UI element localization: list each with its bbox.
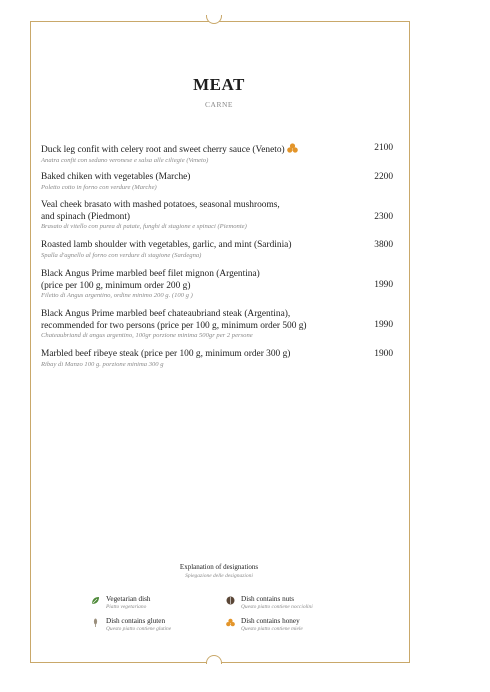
item-name-text: Duck leg confit with celery root and sweet cherry sauce (Veneto) bbox=[41, 145, 285, 155]
frame-notch-bottom bbox=[206, 655, 222, 664]
item-price: 1990 bbox=[374, 320, 393, 330]
item-name-italian: Ribay di Manzo 100 g. porzione minima 300 g bbox=[41, 360, 164, 368]
nut-icon bbox=[226, 596, 235, 605]
menu-item bbox=[41, 349, 393, 371]
legend-label-italian: Piatto vegetariano bbox=[106, 604, 147, 610]
legend-title: Explanation of designations bbox=[179, 563, 259, 571]
item-name-italian: Poletto cotto in forno con verdure (Marche) bbox=[41, 183, 157, 191]
item-name-italian: Chateaubriand di angus argentino, 100gr porzione minima 500gr per 2 persone bbox=[41, 332, 253, 339]
legend-label-italian: Questo piatto contiene nocciolini bbox=[241, 604, 313, 610]
item-name: Black Angus Prime marbled beef chateaubriand steak (Argentina), recommended for two persons (price per 100 g, minimum order 500 g) bbox=[41, 309, 307, 331]
item-price: 2200 bbox=[374, 172, 393, 182]
menu-item bbox=[41, 269, 393, 303]
item-price: 1990 bbox=[374, 280, 393, 290]
item-name bbox=[41, 143, 351, 157]
wheat-icon bbox=[91, 618, 100, 627]
item-name: Black Angus Prime marbled beef filet mignon (Argentina) (price per 100 g, minimum order 200 g) bbox=[41, 269, 260, 291]
item-name-italian: Brasato di vitello con purea di patate, funghi di stagione e spinaci (Piemonte) bbox=[41, 223, 247, 230]
item-price: 2300 bbox=[374, 212, 393, 222]
item-name: Marbled beef ribeye steak (price per 100 g, minimum order 300 g) bbox=[41, 349, 291, 359]
item-price: 2100 bbox=[374, 143, 393, 153]
legend-subtitle: Spiegazione delle designazioni bbox=[185, 573, 253, 579]
section-subtitle: CARNE bbox=[205, 100, 233, 109]
menu-item bbox=[41, 172, 393, 194]
item-name: Roasted lamb shoulder with vegetables, garlic, and mint (Sardinia) bbox=[41, 240, 292, 250]
leaf-icon bbox=[91, 596, 100, 605]
item-price: 3800 bbox=[374, 240, 393, 250]
menu-item bbox=[41, 309, 393, 343]
legend-label: Dish contains nuts bbox=[241, 595, 295, 603]
legend-label-italian: Questo piatto contiene miele bbox=[241, 626, 303, 632]
item-name-italian: Spalla d'agnello al forno con verdure di stagione (Sardegna) bbox=[41, 251, 202, 259]
section-title: MEAT bbox=[193, 75, 245, 94]
legend-label: Dish contains honey bbox=[241, 617, 300, 625]
honey-icon bbox=[287, 143, 298, 153]
item-name-italian: Filetto di Angus argentino, ordine minimo 200 g. (100 g ) bbox=[41, 292, 193, 299]
menu-item bbox=[41, 240, 393, 263]
honey-icon bbox=[226, 618, 235, 627]
legend-label: Dish contains gluten bbox=[106, 617, 166, 625]
item-name-italian: Anatra confit con sedano veronese e salsa alle ciliegie (Veneto) bbox=[41, 156, 209, 164]
menu-item bbox=[41, 143, 393, 166]
legend-label-italian: Questo piatto contiene glutine bbox=[106, 626, 172, 632]
menu-item bbox=[41, 200, 393, 234]
menu-items bbox=[41, 143, 393, 377]
item-name: Baked chiken with vegetables (Marche) bbox=[41, 172, 191, 182]
legend-label: Vegetarian dish bbox=[106, 595, 151, 603]
item-name: Veal cheek brasato with mashed potatoes, seasonal mushrooms, and spinach (Piedmont) bbox=[41, 200, 280, 222]
item-price: 1900 bbox=[374, 349, 393, 359]
